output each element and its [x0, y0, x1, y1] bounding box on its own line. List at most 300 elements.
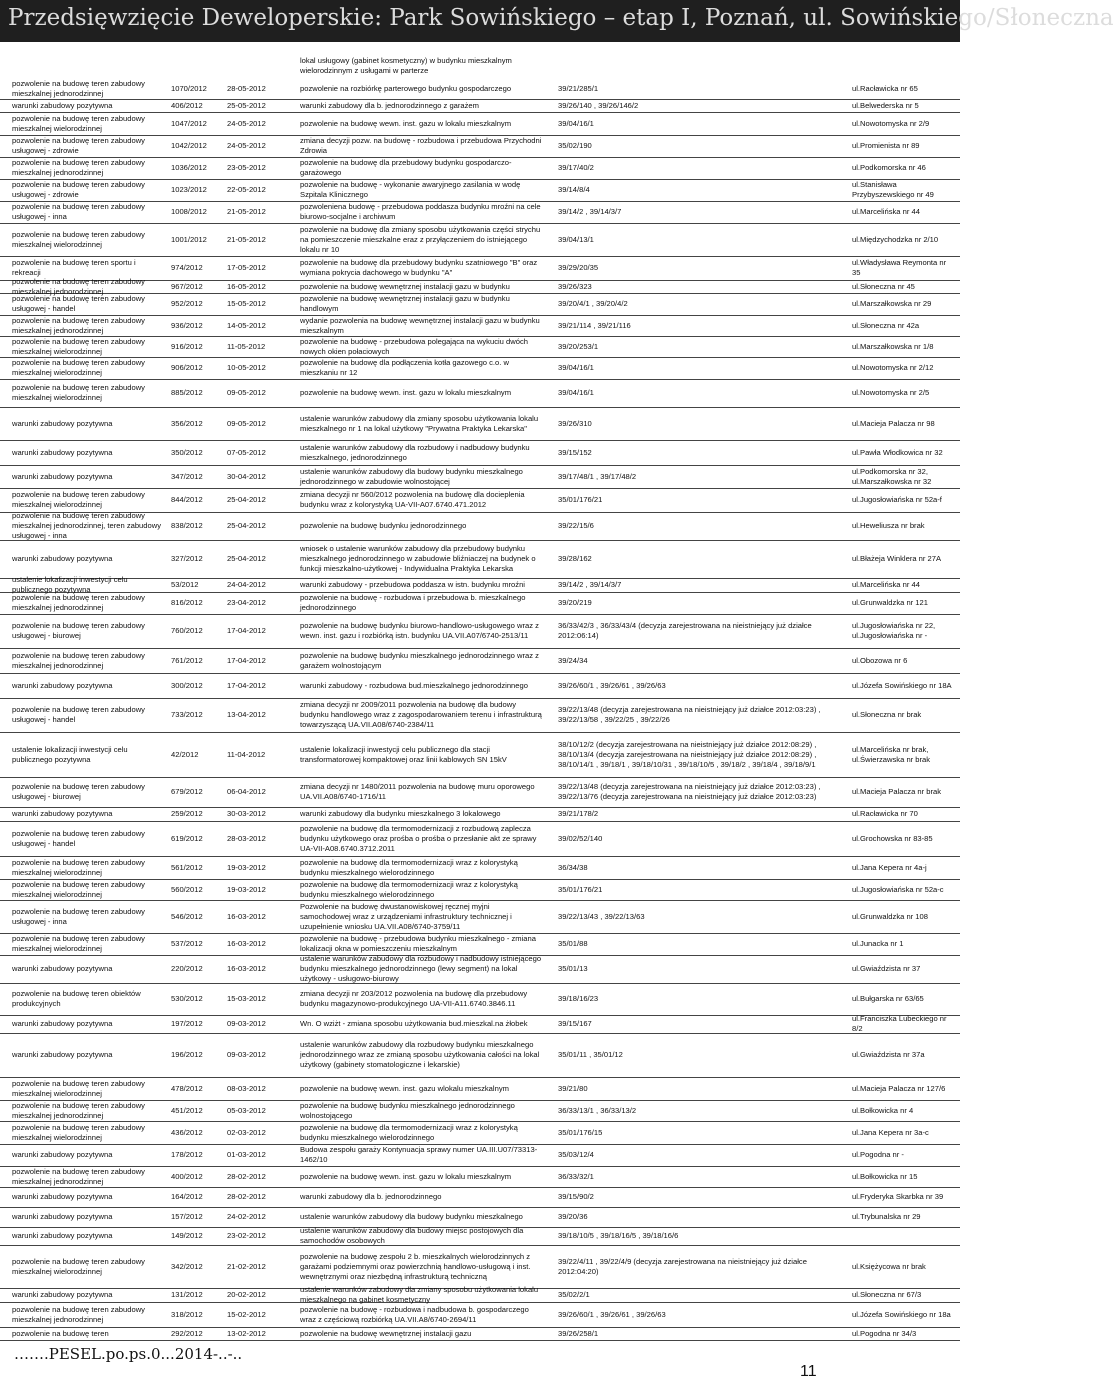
permit-type-cell-text: pozwolenie na budowę teren zabudowy mieszkalnej jednorodzinnej	[12, 158, 145, 177]
decision-number-cell-text: 406/2012	[171, 100, 203, 110]
address-cell	[852, 256, 956, 280]
description-cell	[300, 1100, 542, 1121]
decision-number-cell-text: 546/2012	[171, 911, 203, 921]
address-cell	[852, 1227, 956, 1245]
description-cell	[300, 955, 542, 983]
description-cell-text: pozwolenie na budowę budynku jednorodzinnego	[300, 521, 467, 530]
description-cell-text: pozwolenie na budowę dla termomodernizacji wraz z kolorystyką budynku mieszkalnego wielorodzinnego	[300, 857, 518, 877]
decision-date-cell	[227, 357, 283, 379]
address-cell	[852, 78, 956, 99]
decision-number-cell	[171, 1077, 221, 1100]
plot-numbers-cell	[558, 614, 843, 648]
plot-numbers-cell-text: 39/22/13/48 (decyzja zarejestrowana na nieistniejący już działce 2012:03:23) , 39/22/13/58 , 39/22/25 , 39/22/26	[558, 705, 821, 724]
description-cell	[300, 540, 542, 578]
decision-number-cell-text: 1047/2012	[171, 118, 207, 128]
permit-type-cell	[12, 78, 162, 99]
decision-number-cell	[171, 179, 221, 201]
decision-number-cell-text: 149/2012	[171, 1231, 203, 1240]
permit-type-cell-text: pozwolenie na budowę teren zabudowy mieszkalnej wielorodzinnej	[12, 358, 145, 377]
description-cell-text: pozwolenie na budowę - przebudowa polegająca na wykuciu dwóch nowych okien połaciowych	[300, 336, 528, 356]
plot-numbers-cell	[558, 1033, 843, 1077]
decision-number-cell-text: 560/2012	[171, 884, 203, 894]
address-cell-text: ul.Jana Kepera nr 4a-j	[852, 862, 927, 872]
plot-numbers-cell	[558, 465, 843, 488]
permit-type-cell	[12, 1121, 162, 1144]
plot-numbers-cell	[558, 1015, 843, 1033]
permit-type-cell-text: warunki zabudowy pozytywna	[12, 1019, 113, 1028]
plot-numbers-cell	[558, 983, 843, 1015]
address-cell	[852, 1302, 956, 1327]
address-cell-text: ul.Jugosłowiańska nr 52a-f	[852, 495, 942, 504]
permit-type-cell-text: warunki zabudowy pozytywna	[12, 418, 113, 428]
address-cell-text: ul.Junacka nr 1	[852, 939, 904, 948]
decision-number-cell	[171, 955, 221, 983]
description-cell	[300, 1121, 542, 1144]
permit-type-cell-text: warunki zabudowy pozytywna	[12, 1212, 113, 1221]
permit-type-cell-text: pozwolenie na budowę teren zabudowy usługowej - inna	[12, 906, 145, 926]
decision-date-cell-text: 23-04-2012	[227, 598, 266, 607]
decision-date-cell-text: 24-05-2012	[227, 141, 266, 150]
decision-date-cell	[227, 879, 283, 900]
decision-date-cell-text: 15-02-2012	[227, 1309, 266, 1319]
address-cell	[852, 465, 956, 488]
description-cell	[300, 856, 542, 879]
description-cell-text: pozwolenie na budowę dla termomodernizacji wraz z kolorystyką budynku mieszkalnego wielorodzinnego	[300, 879, 518, 899]
decision-date-cell	[227, 179, 283, 201]
plot-numbers-cell-text: 39/26/60/1 , 39/26/61 , 39/26/63	[558, 680, 666, 690]
plot-numbers-cell-text: 39/26/60/1 , 39/26/61 , 39/26/63	[558, 1309, 666, 1319]
decision-number-cell	[171, 488, 221, 512]
decision-number-cell	[171, 614, 221, 648]
plot-numbers-cell-text: 35/01/13	[558, 964, 588, 973]
decision-date-cell	[227, 1121, 283, 1144]
description-cell-text: pozwolenie na budowę dla termomodernizacji z rozbudową zaplecza budynku użytkowego oraz prośba o prośba o przesłanie akt ze sprawy UA-VII-A08.6740.3712.2011	[300, 823, 537, 853]
permit-type-cell	[12, 99, 162, 112]
decision-number-cell-text: 952/2012	[171, 299, 203, 308]
permit-type-cell	[12, 201, 162, 223]
decision-date-cell	[227, 900, 283, 933]
plot-numbers-cell	[558, 648, 843, 673]
decision-number-cell	[171, 1144, 221, 1166]
decision-date-cell-text: 17-04-2012	[227, 626, 266, 635]
decision-number-cell-text: 178/2012	[171, 1150, 203, 1159]
table-row	[0, 54, 960, 78]
description-cell-text: ustalenie warunków zabudowy dla rozbudowy i nadbudowy budynku mieszkalnego, jednorodzinnego	[300, 442, 530, 462]
decision-number-cell-text: 561/2012	[171, 862, 203, 872]
table-row	[0, 900, 960, 934]
decision-number-cell	[171, 256, 221, 280]
address-cell	[852, 1327, 956, 1340]
decision-number-cell-text: 292/2012	[171, 1328, 203, 1338]
plot-numbers-cell	[558, 856, 843, 879]
plot-numbers-cell-text: 36/34/38	[558, 862, 588, 872]
description-cell-text: warunki zabudowy - rozbudowa bud.mieszkalnego jednorodzinnego	[300, 680, 528, 690]
address-cell	[852, 879, 956, 900]
table-row	[0, 1245, 960, 1289]
plot-numbers-cell-text: 39/21/80	[558, 1083, 588, 1093]
permit-type-cell-text: warunki zabudowy pozytywna	[12, 964, 113, 973]
decision-date-cell-text: 23-02-2012	[227, 1231, 266, 1240]
address-cell	[852, 821, 956, 856]
decision-date-cell	[227, 379, 283, 407]
plot-numbers-cell-text: 39/14/8/4	[558, 185, 590, 194]
decision-number-cell	[171, 648, 221, 673]
description-cell-text: ustalenie warunków zabudowy dla budowy budynku mieszkalnego jednorodzinnego w zabudowie wolnostojącej	[300, 466, 523, 486]
description-cell	[300, 379, 542, 407]
address-cell	[852, 698, 956, 732]
address-cell	[852, 856, 956, 879]
permit-type-cell	[12, 648, 162, 673]
decision-date-cell-text: 05-03-2012	[227, 1105, 266, 1115]
decision-date-cell-text: 21-05-2012	[227, 234, 266, 244]
table-row	[0, 1121, 960, 1145]
decision-date-cell	[227, 1077, 283, 1100]
decision-number-cell	[171, 1033, 221, 1077]
description-cell-text: zmiana decyzji nr 203/2012 pozwolenia na budowę dla przebudowy budynku magazynowo-produkcyjnego UA-VII-A11.6740.3846.11	[300, 989, 528, 1008]
decision-number-cell-text: 451/2012	[171, 1105, 203, 1115]
decision-date-cell-text: 01-03-2012	[227, 1150, 266, 1159]
decision-date-cell	[227, 821, 283, 856]
description-cell-text: ustalenie warunków zabudowy dla zmiany sposobu użytkowania lokalu mieszkalnego nr 1 na lokal użytkowy "Prywatna Praktyka Lekarska"	[300, 413, 539, 433]
decision-number-cell	[171, 821, 221, 856]
decision-number-cell	[171, 99, 221, 112]
description-cell-text: pozwolenie na budowę dla podłączenia kotła gazowego c.o. w mieszkaniu nr 12	[300, 358, 509, 377]
decision-date-cell-text: 13-02-2012	[227, 1328, 266, 1338]
table-row	[0, 1144, 960, 1167]
decision-number-cell-text: 936/2012	[171, 320, 203, 330]
decision-date-cell-text: 16-03-2012	[227, 911, 266, 921]
plot-numbers-cell-text: 39/26/140 , 39/26/146/2	[558, 100, 639, 110]
plot-numbers-cell-text: 36/33/42/3 , 36/33/43/4 (decyzja zarejestrowana na nieistniejący już działce 2012:06:14)	[558, 621, 812, 640]
address-cell	[852, 440, 956, 465]
permit-type-cell-text: pozwolenie na budowę teren zabudowy mieszkalnej wielorodzinnej	[12, 934, 145, 953]
plot-numbers-cell	[558, 1207, 843, 1227]
decision-number-cell-text: 342/2012	[171, 1261, 203, 1271]
permit-type-cell-text: pozwolenie na budowę teren zabudowy mieszkalnej wielorodzinnej	[12, 336, 145, 356]
permit-type-cell-text: pozwolenie na budowę teren zabudowy mieszkalnej jednorodzinnej	[12, 650, 145, 670]
permit-type-cell	[12, 379, 162, 407]
permit-type-cell-text: pozwolenie na budowę teren zabudowy mieszkalnej wielorodzinnej	[12, 113, 145, 133]
decision-date-cell-text: 24-04-2012	[227, 580, 266, 589]
decision-date-cell	[227, 1033, 283, 1077]
address-cell-text: ul.Pawła Włodkowica nr 32	[852, 447, 943, 457]
plot-numbers-cell	[558, 1327, 843, 1340]
permit-type-cell	[12, 1166, 162, 1187]
table-row	[0, 821, 960, 857]
decision-number-cell	[171, 1288, 221, 1302]
decision-number-cell-text: 1023/2012	[171, 185, 207, 194]
plot-numbers-cell-text: 39/15/167	[558, 1019, 592, 1028]
table-row	[0, 1077, 960, 1101]
permit-type-cell-text: pozwolenie na budowę teren zabudowy mieszkalnej jednorodzinnej	[12, 276, 145, 296]
plot-numbers-cell-text: 39/26/258/1	[558, 1328, 599, 1338]
address-cell-text: ul.Obozowa nr 6	[852, 655, 908, 665]
description-cell	[300, 1327, 542, 1340]
permit-type-cell	[12, 135, 162, 157]
decision-date-cell	[227, 1227, 283, 1245]
description-cell-text: zmiana decyzji nr 1480/2011 pozwolenia na budowę muru oporowego UA.VII.A08/6740-1716/11	[300, 782, 535, 801]
plot-numbers-cell-text: 35/03/12/4	[558, 1150, 594, 1159]
decision-date-cell	[227, 955, 283, 983]
decision-date-cell	[227, 807, 283, 821]
decision-date-cell-text: 09-05-2012	[227, 388, 266, 397]
address-cell	[852, 280, 956, 293]
plot-numbers-cell-text: 39/20/253/1	[558, 341, 599, 351]
decision-number-cell	[171, 777, 221, 807]
decision-date-cell-text: 25-04-2012	[227, 495, 266, 504]
description-cell	[300, 648, 542, 673]
description-cell-text: zmiana decyzji nr 560/2012 pozwolenia na budowę dla docieplenia budynku wraz z kolorystyką UA-VII-A07.6740.471.2012	[300, 490, 525, 509]
decision-number-cell-text: 761/2012	[171, 655, 203, 665]
plot-numbers-cell-text: 39/04/13/1	[558, 234, 594, 244]
description-cell	[300, 256, 542, 280]
permit-type-cell-text: pozwolenie na budowę teren zabudowy mieszkalnej wielorodzinnej	[12, 857, 145, 877]
decision-number-cell-text: 679/2012	[171, 787, 203, 796]
address-cell-text: ul.Gwiaździsta nr 37	[852, 964, 921, 973]
description-cell	[300, 440, 542, 465]
plot-numbers-cell-text: 39/26/310	[558, 418, 592, 428]
plot-numbers-cell-text: 36/33/32/1	[558, 1171, 594, 1181]
permit-type-cell	[12, 1187, 162, 1207]
plot-numbers-cell	[558, 78, 843, 99]
decision-date-cell-text: 21-05-2012	[227, 207, 266, 216]
description-cell	[300, 99, 542, 112]
plot-numbers-cell-text: 39/21/178/2	[558, 809, 599, 818]
decision-number-cell-text: 619/2012	[171, 833, 203, 843]
address-cell-text: ul.Marcelińska nr 44	[852, 580, 920, 589]
description-cell	[300, 1227, 542, 1245]
table-row	[0, 1166, 960, 1188]
decision-number-cell	[171, 1187, 221, 1207]
permit-type-cell	[12, 1327, 162, 1340]
address-cell-text: ul.Promienista nr 89	[852, 141, 920, 150]
decision-date-cell	[227, 777, 283, 807]
address-cell-text: ul.Heweliusza nr brak	[852, 521, 925, 530]
table-row	[0, 673, 960, 699]
decision-number-cell	[171, 1121, 221, 1144]
permit-type-cell	[12, 357, 162, 379]
permit-type-cell	[12, 933, 162, 955]
description-cell	[300, 1077, 542, 1100]
plot-numbers-cell	[558, 54, 843, 78]
address-cell-text: ul.Stanisława Przybyszewskiego nr 49	[852, 180, 934, 199]
decision-date-cell	[227, 488, 283, 512]
decision-date-cell	[227, 698, 283, 732]
permit-type-cell	[12, 223, 162, 256]
address-cell	[852, 807, 956, 821]
decision-date-cell-text: 25-04-2012	[227, 521, 266, 530]
description-cell	[300, 407, 542, 440]
description-cell	[300, 112, 542, 135]
decision-date-cell	[227, 315, 283, 336]
permit-type-cell-text: pozwolenie na budowę teren zabudowy mieszkalnej wielorodzinnej	[12, 879, 145, 899]
address-cell	[852, 732, 956, 777]
table-row	[0, 201, 960, 224]
permit-type-cell	[12, 488, 162, 512]
plot-numbers-cell	[558, 1187, 843, 1207]
address-cell-text: ul.Grunwaldzka nr 108	[852, 911, 928, 921]
address-cell	[852, 933, 956, 955]
decision-date-cell-text: 13-04-2012	[227, 710, 266, 719]
description-cell	[300, 488, 542, 512]
decision-number-cell	[171, 465, 221, 488]
table-row	[0, 1187, 960, 1208]
decision-date-cell	[227, 157, 283, 179]
plot-numbers-cell-text: 39/14/2 , 39/14/3/7	[558, 580, 622, 589]
permit-type-cell	[12, 592, 162, 614]
decision-number-cell-text: 356/2012	[171, 418, 203, 428]
decision-date-cell	[227, 614, 283, 648]
description-cell	[300, 1144, 542, 1166]
permit-type-cell-text: pozwolenie na budowę teren zabudowy mieszkalnej jednorodzinnej	[12, 593, 145, 612]
document-title: Przedsięwzięcie Deweloperskie: Park Sowińskiego – etap I, Poznań, ul. Sowińskiego/Słoneczna	[8, 5, 1114, 31]
description-cell-text: pozwolenie na budowę - rozbudowa i nadbudowa b. gospodarczego wraz z częściową rozbiórką UA.VII.A8/6740-2694/11	[300, 1304, 529, 1324]
decision-number-cell-text: 885/2012	[171, 388, 203, 397]
description-cell-text: pozwolenie na budowę wewn. inst. gazu w lokalu mieszkalnym	[300, 118, 512, 128]
decision-number-cell	[171, 201, 221, 223]
decision-number-cell	[171, 1100, 221, 1121]
decision-number-cell-text: 259/2012	[171, 809, 203, 818]
decision-number-cell	[171, 933, 221, 955]
plot-numbers-cell-text: 39/21/114 , 39/21/116	[558, 320, 631, 330]
decision-date-cell-text: 09-03-2012	[227, 1050, 266, 1059]
description-cell	[300, 1166, 542, 1187]
plot-numbers-cell-text: 39/22/13/48 (decyzja zarejestrowana na nieistniejący już działce 2012:03:23) , 39/22/13/76 (decyzja zarejestrowana na nieistniejący już działce 2012:03:23)	[558, 782, 821, 801]
description-cell-text: pozwolenie na budowę wewn. inst. gazu w lokalu mieszkalnym	[300, 1171, 512, 1181]
description-cell	[300, 821, 542, 856]
decision-date-cell	[227, 54, 283, 78]
permit-type-cell	[12, 54, 162, 78]
decision-date-cell	[227, 465, 283, 488]
footer-text: …….PESEL.po.ps.0...2014-..-..	[14, 1345, 243, 1363]
address-cell	[852, 54, 956, 78]
description-cell	[300, 135, 542, 157]
address-cell-text: ul.Racławicka nr 65	[852, 83, 918, 93]
permit-type-cell-text: pozwolenie na budowę teren	[12, 1328, 109, 1338]
table-row	[0, 99, 960, 113]
decision-number-cell	[171, 1245, 221, 1288]
decision-date-cell	[227, 78, 283, 99]
decision-number-cell-text: 906/2012	[171, 363, 203, 372]
description-cell	[300, 280, 542, 293]
plot-numbers-cell	[558, 879, 843, 900]
plot-numbers-cell-text: 39/04/16/1	[558, 363, 594, 372]
table-row	[0, 879, 960, 901]
address-cell-text: ul.Błażeja Winklera nr 27A	[852, 554, 942, 563]
description-cell-text: pozwolenie na budowę dla zmiany sposobu użytkowania części strychu na pomieszczenie mieszkalne eraz z przyłączeniem do istniejącego lokalu nr 10	[300, 224, 541, 254]
description-cell	[300, 1285, 542, 1304]
description-cell	[300, 1015, 542, 1033]
plot-numbers-cell-text: 39/22/15/6	[558, 521, 594, 530]
address-cell-text: ul.Racławicka nr 70	[852, 809, 918, 818]
decision-date-cell	[227, 1207, 283, 1227]
address-cell-text: ul.Pogodna nr 34/3	[852, 1328, 917, 1338]
description-cell-text: ustalenie warunków zabudowy dla budowy miejsc postojowych dla samochodów osobowych	[300, 1226, 524, 1245]
address-cell	[852, 1144, 956, 1166]
description-cell	[300, 179, 542, 201]
decision-number-cell-text: 838/2012	[171, 521, 203, 530]
decision-number-cell-text: 347/2012	[171, 471, 203, 481]
decision-date-cell	[227, 135, 283, 157]
decision-date-cell	[227, 1166, 283, 1187]
description-cell-text: pozwolenie na budowę wewnętrznej instalacji gazu	[300, 1328, 472, 1338]
plot-numbers-cell-text: 39/14/2 , 39/14/3/7	[558, 207, 622, 216]
decision-number-cell	[171, 1207, 221, 1227]
table-row	[0, 1100, 960, 1122]
table-row	[0, 179, 960, 202]
plot-numbers-cell	[558, 99, 843, 112]
table-row	[0, 955, 960, 984]
permit-type-cell	[12, 157, 162, 179]
decision-number-cell	[171, 112, 221, 135]
decision-date-cell	[227, 201, 283, 223]
table-row	[0, 614, 960, 649]
address-cell-text: ul.Pogodna nr -	[852, 1150, 904, 1159]
decision-number-cell	[171, 357, 221, 379]
plot-numbers-cell-text: 39/04/16/1	[558, 388, 594, 397]
decision-date-cell	[227, 1327, 283, 1340]
decision-date-cell	[227, 732, 283, 777]
decision-date-cell	[227, 578, 283, 592]
plot-numbers-cell	[558, 1245, 843, 1288]
decision-date-cell-text: 15-05-2012	[227, 299, 266, 308]
decision-number-cell	[171, 879, 221, 900]
decision-date-cell-text: 16-03-2012	[227, 939, 266, 948]
plot-numbers-cell-text: 39/20/4/1 , 39/20/4/2	[558, 299, 628, 308]
decision-number-cell-text: 350/2012	[171, 447, 203, 457]
decision-date-cell-text: 08-03-2012	[227, 1083, 266, 1093]
decision-number-cell	[171, 1302, 221, 1327]
decision-number-cell	[171, 379, 221, 407]
description-cell-text: pozwolenie na budowę dla termomodernizacji wraz z kolorystyką budynku mieszkalnego wielorodzinnego	[300, 1122, 518, 1142]
plot-numbers-cell	[558, 732, 843, 777]
description-cell	[300, 54, 542, 78]
decision-number-cell	[171, 336, 221, 357]
description-cell-text: pozwolenie na budowę dla przebudowy budynku gospodarczo-garażowego	[300, 158, 512, 177]
description-cell	[300, 1207, 542, 1227]
address-cell	[852, 1033, 956, 1077]
address-cell-text: ul.Władysława Reymonta nr 35	[852, 258, 947, 277]
description-cell-text: pozwolenie na budowę wewnętrznej instalacji gazu w budynku	[300, 281, 510, 291]
decision-date-cell	[227, 856, 283, 879]
address-cell	[852, 112, 956, 135]
permit-type-cell-text: warunki zabudowy pozytywna	[12, 1192, 113, 1201]
decision-date-cell-text: 24-02-2012	[227, 1212, 266, 1221]
plot-numbers-cell-text: 39/18/10/5 , 39/18/16/5 , 39/18/16/6	[558, 1231, 679, 1240]
decision-date-cell-text: 09-03-2012	[227, 1019, 266, 1028]
address-cell	[852, 1245, 956, 1288]
table-row	[0, 575, 960, 594]
decision-date-cell	[227, 1100, 283, 1121]
address-cell-text: ul.Podkomorska nr 32, ul.Marszałkowska nr 32	[852, 466, 932, 486]
decision-date-cell	[227, 933, 283, 955]
permit-type-cell-text: pozwolenie na budowę teren sportu i rekreacji	[12, 258, 136, 277]
decision-number-cell-text: 196/2012	[171, 1050, 203, 1059]
plot-numbers-cell	[558, 357, 843, 379]
plot-numbers-cell	[558, 315, 843, 336]
permit-type-cell	[12, 698, 162, 732]
decision-number-cell-text: 197/2012	[171, 1019, 203, 1028]
table-row	[0, 407, 960, 441]
permit-type-cell	[12, 276, 162, 296]
permit-type-cell-text: pozwolenie na budowę teren zabudowy usługowej - zdrowie	[12, 180, 145, 199]
permit-type-cell	[12, 1302, 162, 1327]
permit-type-cell-text: pozwolenie na budowę teren zabudowy mieszkalnej wielorodzinnej	[12, 229, 145, 249]
description-cell-text: pozwolenie na budowę wewn. inst. gazu wlokalu mieszkalnym	[300, 1083, 509, 1093]
description-cell-text: warunki zabudowy dla b. jednorodzinnego z garażem	[300, 100, 479, 110]
permit-type-cell-text: warunki zabudowy pozytywna	[12, 809, 113, 818]
permit-type-cell	[12, 955, 162, 983]
